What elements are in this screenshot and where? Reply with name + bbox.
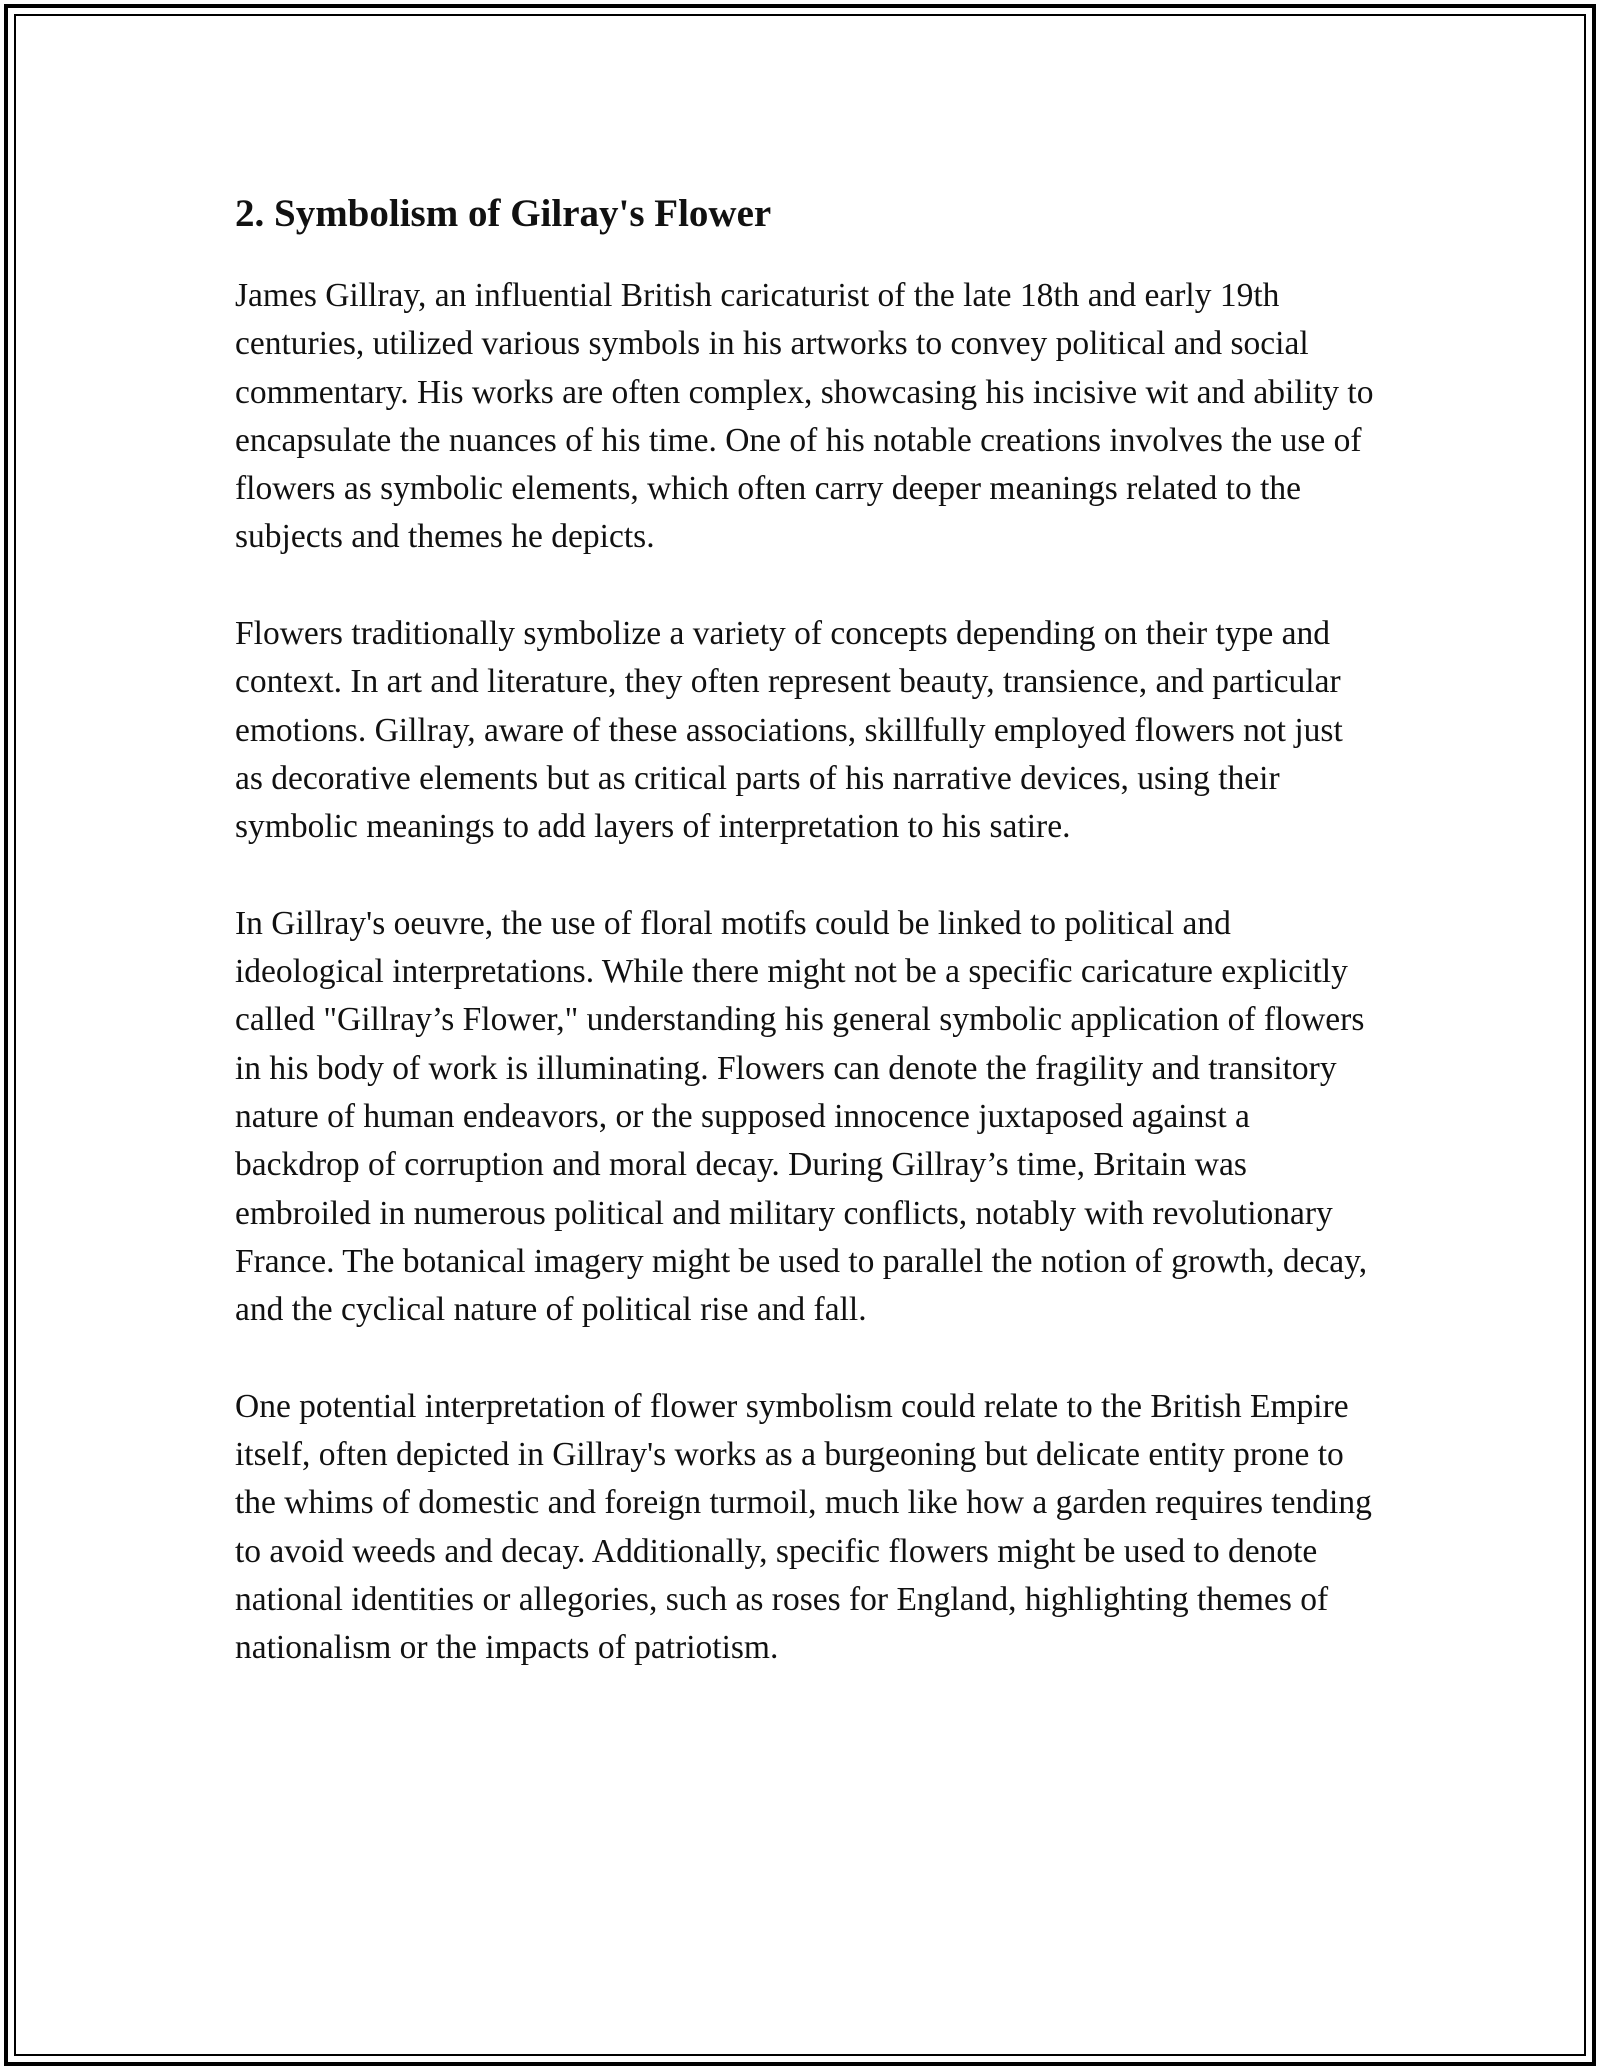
paragraph-2: Flowers traditionally symbolize a variety of concepts depending on their type and context. In art and literature, they often represent beauty, transience, and particular emotions. Gillray, aware of these associations, skillfully employed flowers not just as decorative elements but as critical parts of his narrative devices, using their symbolic meanings to add layers of interpretation to his satire. — [235, 615, 1343, 846]
section-title: 2. Symbolism of Gilray's Flower — [235, 192, 772, 235]
document-body — [235, 184, 1375, 1721]
paragraph-3: In Gillray's oeuvre, the use of floral motifs could be linked to political and ideological interpretations. While there might not be a specific caricature explicitly called "Gillray’s Flower," understanding his general symbolic application of flowers in his body of work is illuminating. Flowers can denote the fragility and transitory nature of human endeavors, or the supposed innocence juxtaposed against a backdrop of corruption and moral decay. During Gillray’s time, Britain was embroiled in numerous political and military conflicts, notably with revolutionary France. The botanical imagery might be used to parallel the notion of growth, decay, and the cyclical nature of political rise and fall. — [235, 904, 1368, 1329]
paragraph-4: One potential interpretation of flower symbolism could relate to the British Empire itself, often depicted in Gillray's works as a burgeoning but delicate entity prone to the whims of domestic and foreign turmoil, much like how a garden requires tending to avoid weeds and decay. Additionally, specific flowers might be used to denote national identities or allegories, such as roses for England, highlighting themes of nationalism or the impacts of patriotism. — [235, 1387, 1372, 1667]
paragraph-1: James Gillray, an influential British caricaturist of the late 18th and early 19th centuries, utilized various symbols in his artworks to convey political and social commentary. His works are often complex, showcasing his incisive wit and ability to encapsulate the nuances of his time. One of his notable creations involves the use of flowers as symbolic elements, which often carry deeper meanings related to the subjects and themes he depicts. — [235, 277, 1374, 556]
